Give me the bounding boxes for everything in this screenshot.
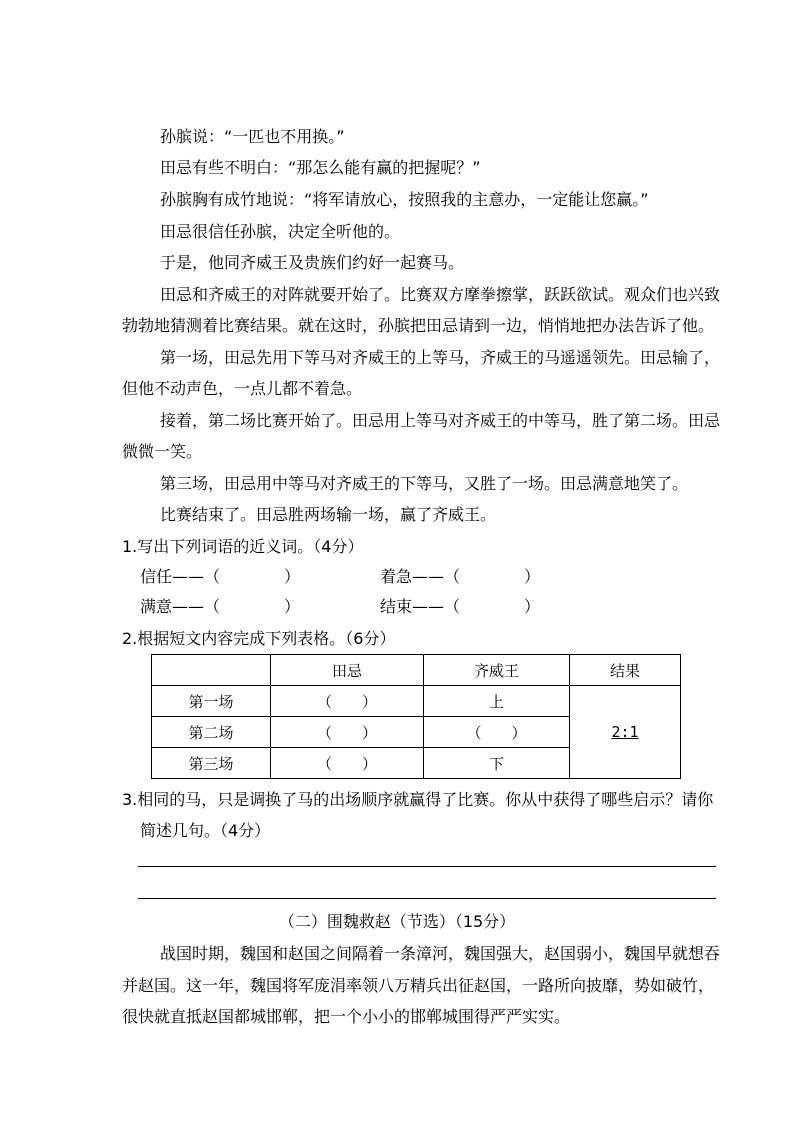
synonym-item[interactable]: 满意——（ ） [140,597,301,616]
answer-blank[interactable]: （ ） [271,717,424,748]
table-header-row [152,655,681,686]
result-cell [570,686,681,779]
answer-line[interactable] [138,898,716,899]
story-paragraph-cont: 勃勃地猜测着比赛结果。就在这时，孙膑把田忌请到一边，悄悄地把办法告诉了他。 [122,316,715,335]
synonym-item[interactable]: 结束——（ ） [380,597,541,616]
table-row [152,686,681,717]
story-paragraph: 第一场，田忌先用下等马对齐威王的上等马，齐威王的马遥遥领先。田忌输了， [160,348,721,367]
table-header-cell: 结果 [570,655,681,686]
story-paragraph: 田忌有些不明白：“那怎么能有赢的把握呢？” [160,158,481,177]
answer-blank[interactable]: （ ） [271,748,424,779]
section-2-paragraph-cont: 很快就直抵赵国都城邯郸，把一个小小的邯郸城围得严严实实。 [122,1007,571,1026]
story-paragraph-cont: 但他不动声色，一点儿都不着急。 [122,379,363,398]
answer-blank[interactable]: （ ） [424,717,570,748]
story-paragraph: 田忌和齐威王的对阵就要开始了。比赛双方摩拳擦掌，跃跃欲试。观众们也兴致 [160,285,721,304]
row-label: 第三场 [152,748,271,779]
story-paragraph: 比赛结束了。田忌胜两场输一场，赢了齐威王。 [160,505,497,524]
table-header-cell: 齐威王 [424,655,570,686]
question-2-title: 2.根据短文内容完成下列表格。（6分） [122,629,396,648]
story-paragraph: 孙膑胸有成竹地说：“将军请放心，按照我的主意办，一定能让您赢。” [160,190,649,209]
table-header-cell: 田忌 [271,655,424,686]
table-header-cell [152,655,271,686]
qiwei-cell: 下 [424,748,570,779]
qiwei-cell: 上 [424,686,570,717]
question-3-title-cont: 简述几句。（4分） [140,821,271,840]
story-paragraph: 第三场，田忌用中等马对齐威王的下等马，又胜了一场。田忌满意地笑了。 [160,474,689,493]
row-label: 第一场 [152,686,271,717]
row-label: 第二场 [152,717,271,748]
story-paragraph: 田忌很信任孙膑，决定全听他的。 [160,222,401,241]
story-paragraph: 于是，他同齐威王及贵族们约好一起赛马。 [160,253,465,272]
section-2-title: （二）围魏救赵（节选）（15分） [278,912,516,931]
section-2-paragraph-cont: 并赵国。这一年，魏国将军庞涓率领八万精兵出征赵国，一路所向披靡，势如破竹， [122,976,715,995]
question-3-title: 3.相同的马，只是调换了马的出场顺序就赢得了比赛。你从中获得了哪些启示？请你 [122,790,714,809]
section-2-paragraph: 战国时期，魏国和赵国之间隔着一条漳河，魏国强大，赵国弱小，魏国早就想吞 [160,944,721,963]
result-score: 2:1 [611,723,639,741]
answer-line[interactable] [138,866,716,867]
story-paragraph-cont: 微微一笑。 [122,442,203,461]
question-1-title: 1.写出下列词语的近义词。（4分） [122,537,364,556]
story-paragraph: 接着，第二场比赛开始了。田忌用上等马对齐威王的中等马，胜了第二场。田忌 [160,411,721,430]
story-paragraph: 孙膑说：“一匹也不用换。” [160,127,345,146]
synonym-item[interactable]: 着急——（ ） [380,567,541,586]
synonym-item[interactable]: 信任——（ ） [140,567,301,586]
results-table [151,654,681,779]
answer-blank[interactable]: （ ） [271,686,424,717]
